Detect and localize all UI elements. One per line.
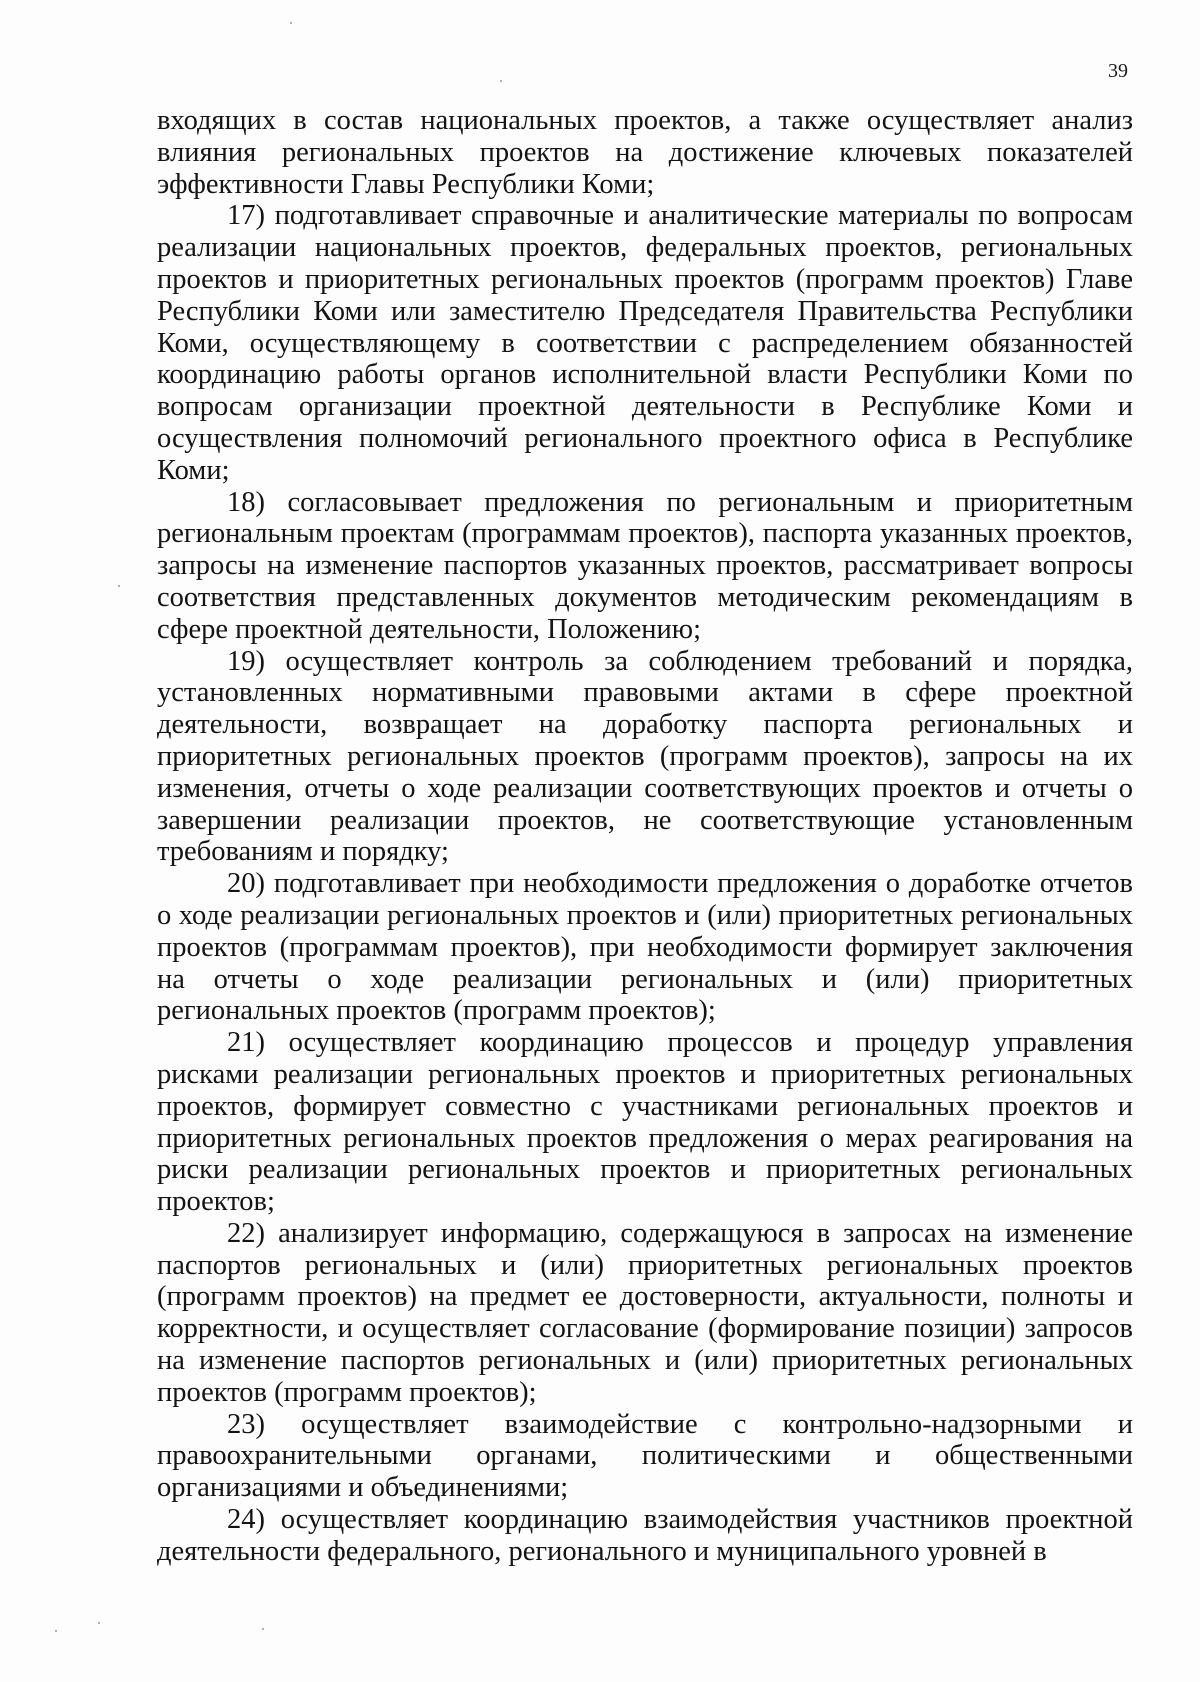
paragraph-item-23: 23) осуществляет взаимодействие с контрольно-надзорными и правоохранительными органами, политическими и общественными организациями и объединениями; [157, 1408, 1133, 1504]
page-number: 39 [1108, 60, 1128, 82]
paragraph-item-24: 24) осуществляет координацию взаимодействия участников проектной деятельности федерального, регионального и муниципального уровней в [157, 1504, 1133, 1567]
paragraph-item-21: 21) осуществляет координацию процессов и процедур управления рисками реализации региональных проектов и приоритетных региональных проектов, формирует совместно с участниками региональных проектов и приоритетных региональных проектов предложения о мерах реагирования на риски реализации региональных проектов и приоритетных региональных проектов; [157, 1027, 1133, 1218]
scan-speck [98, 1622, 100, 1624]
paragraph-item-20: 20) подготавливает при необходимости предложения о доработке отчетов о ходе реализации региональных проектов и (или) приоритетных региональных проектов (программам проектов), при необходимости формирует заключения на отчеты о ходе реализации региональных и (или) приоритетных региональных проектов (программ проектов); [157, 868, 1133, 1027]
paragraph-continuation: входящих в состав национальных проектов, а также осуществляет анализ влияния региональных проектов на достижение ключевых показателей эффективности Главы Республики Коми; [157, 105, 1133, 200]
scan-speck [500, 80, 502, 82]
paragraph-item-19: 19) осуществляет контроль за соблюдением требований и порядка, установленных нормативными правовыми актами в сфере проектной деятельности, возвращает на доработку паспорта региональных и приоритетных региональных проектов (программ проектов), запросы на их изменения, отчеты о ходе реализации соответствующих проектов и отчеты о завершении реализации проектов, не соответствующие установленным требованиям и порядку; [157, 645, 1133, 868]
paragraph-item-22: 22) анализирует информацию, содержащуюся в запросах на изменение паспортов региональных и (или) приоритетных региональных проектов (программ проектов) на предмет ее достоверности, актуальности, полноты и корректности, и осуществляет согласование (формирование позиции) запросов на изменение паспортов региональных и (или) приоритетных региональных проектов (программ проектов); [157, 1217, 1133, 1408]
scan-speck [118, 585, 120, 587]
paragraph-item-18: 18) согласовывает предложения по региональным и приоритетным региональным проектам (программам проектов), паспорта указанных проектов, запросы на изменение паспортов указанных проектов, рассматривает вопросы соответствия представленных документов методическим рекомендациям в сфере проектной деятельности, Положению; [157, 486, 1133, 645]
document-text [157, 105, 1133, 1568]
scan-speck [55, 1630, 57, 1632]
paragraph-item-17: 17) подготавливает справочные и аналитические материалы по вопросам реализации национальных проектов, федеральных проектов, региональных проектов и приоритетных региональных проектов (программ проектов) Главе Республики Коми или заместителю Председателя Правительства Республики Коми, осуществляющему в соответствии с распределением обязанностей координацию работы органов исполнительной власти Республики Коми по вопросам организации проектной деятельности в Республике Коми и осуществления полномочий регионального проектного офиса в Республике Коми; [157, 200, 1133, 486]
scan-speck [290, 22, 292, 24]
scan-speck [262, 1628, 264, 1630]
